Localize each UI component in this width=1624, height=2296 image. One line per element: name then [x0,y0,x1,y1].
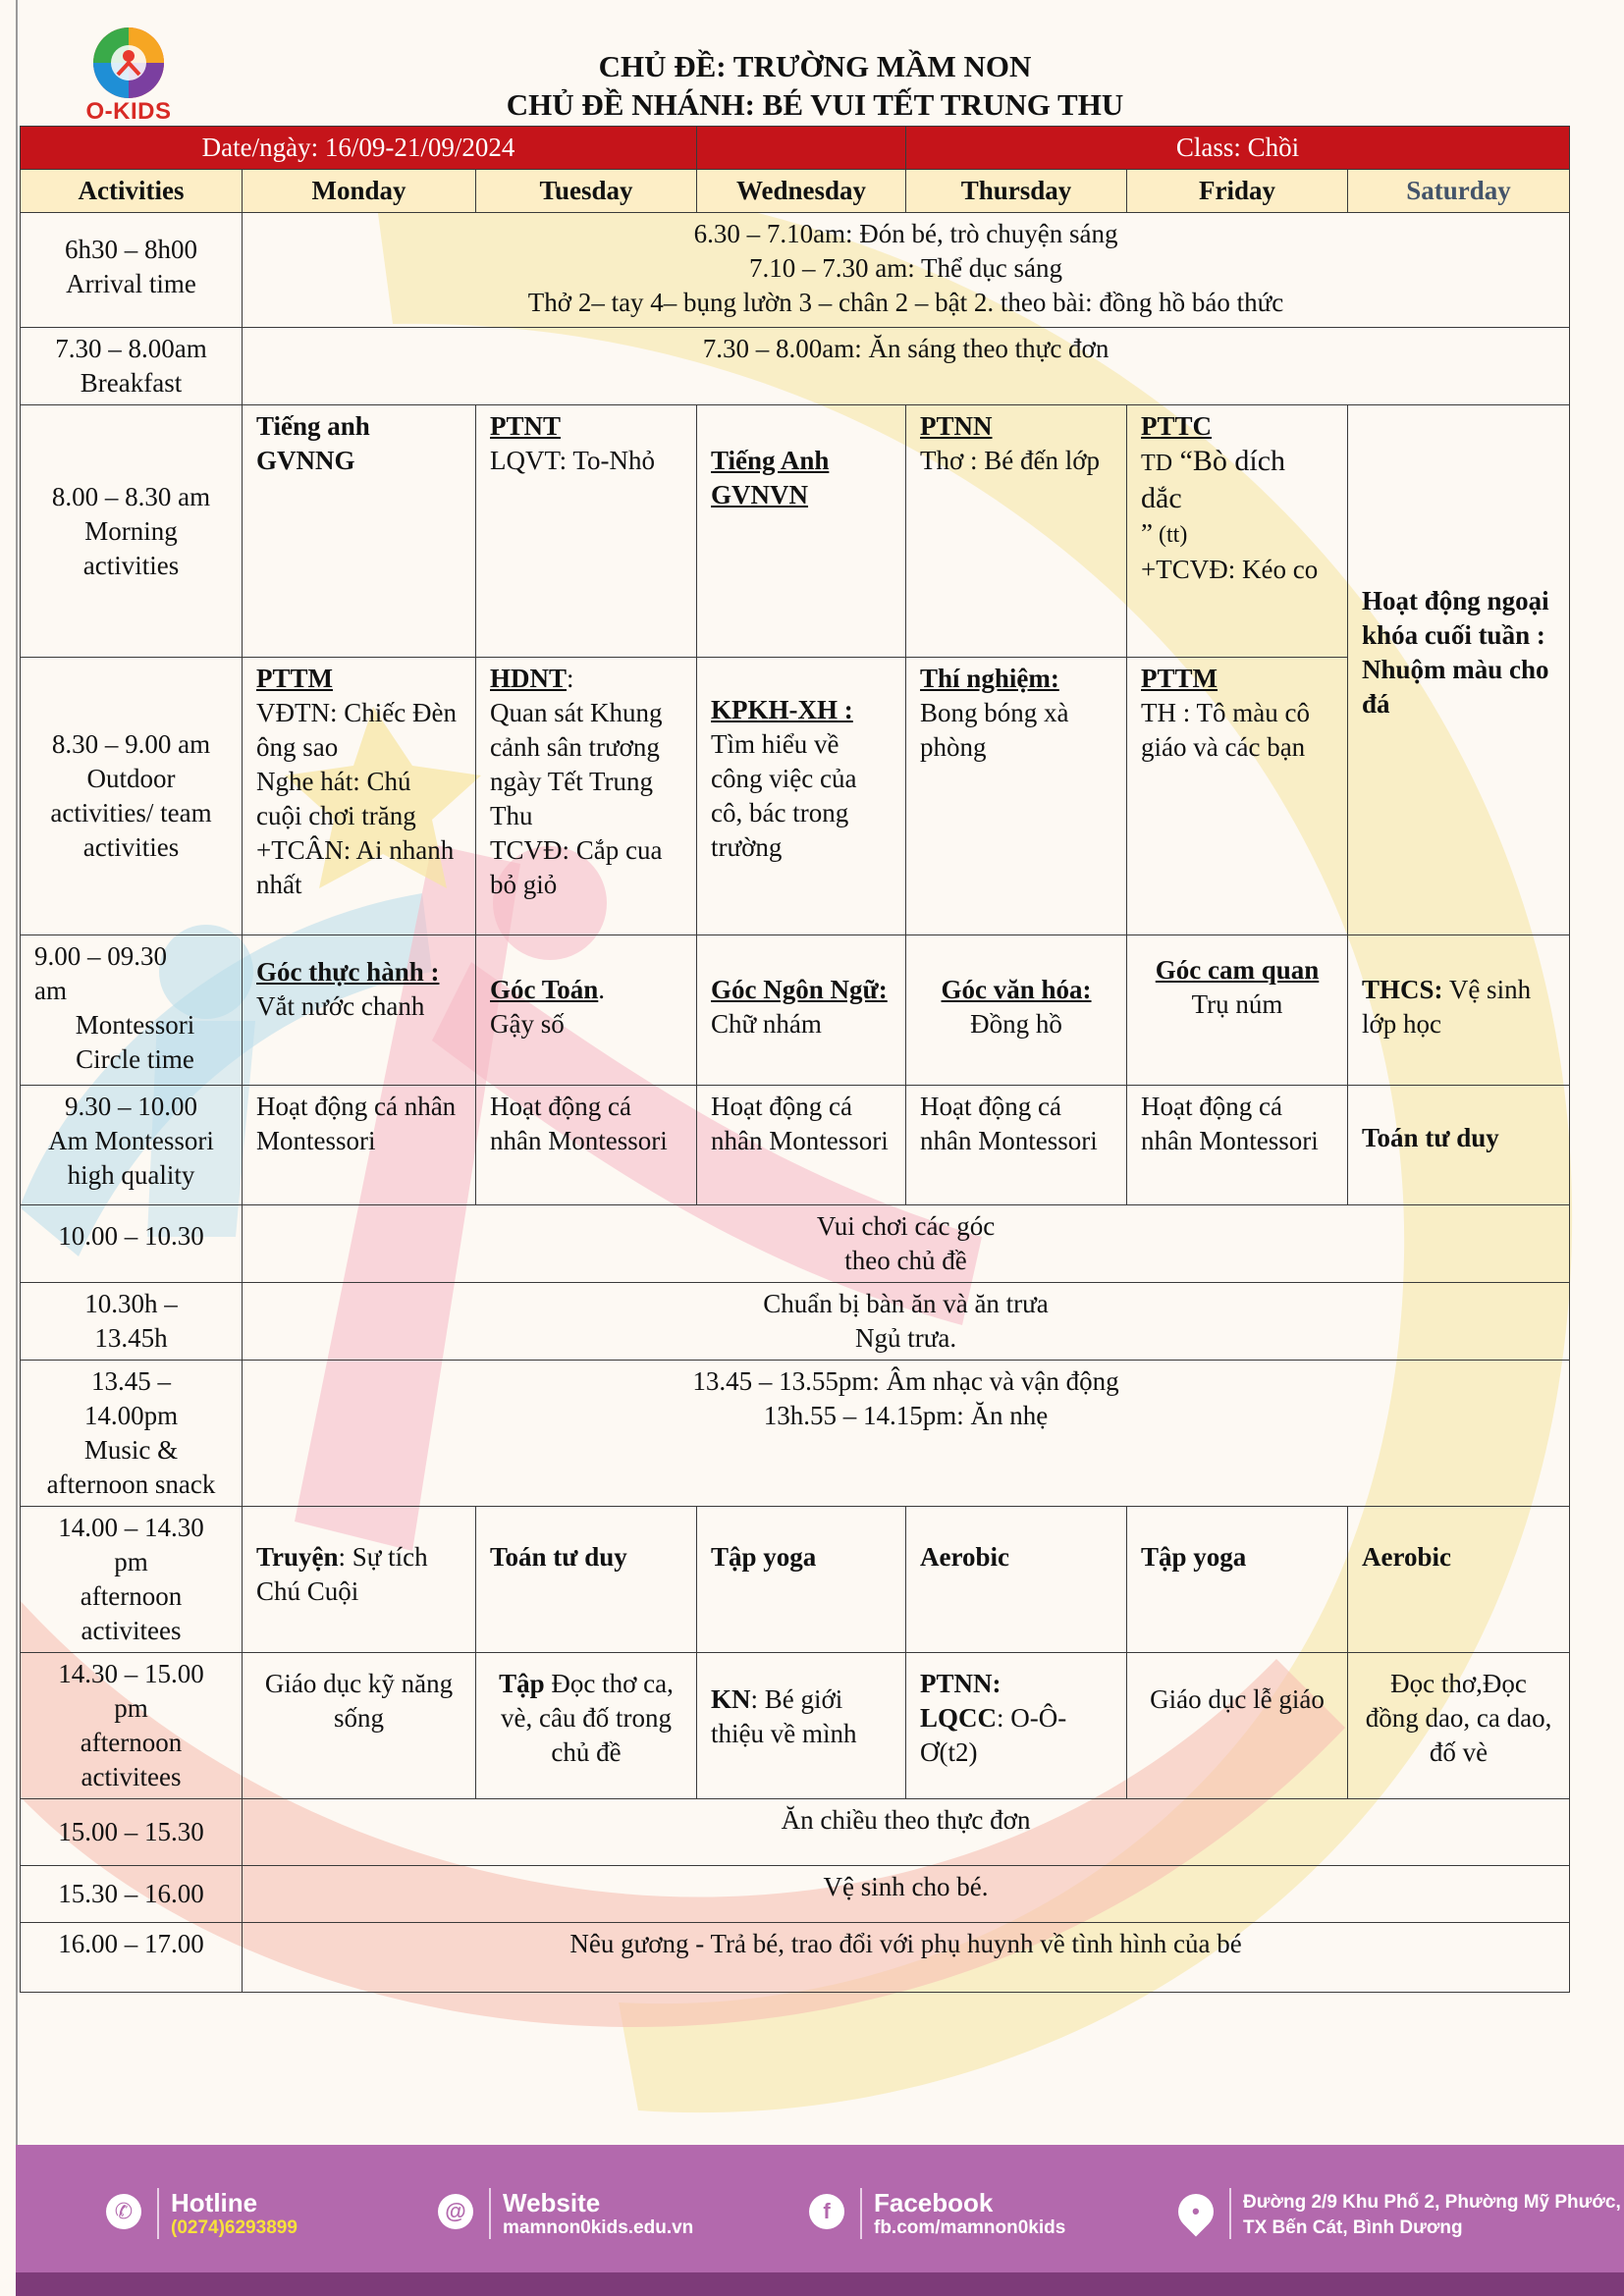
facebook-icon: f [809,2194,844,2229]
outdoor-thursday: Thí nghiệm: Bong bóng xà phòng [906,658,1127,935]
table-row-snack [21,1799,1570,1866]
table-row-lunch [21,1283,1570,1361]
facebook-label: Facebook [874,2188,994,2217]
footer-separator [157,2188,159,2239]
table-row-morning [21,405,1570,658]
col-friday: Friday [1127,170,1348,213]
outdoor-monday: PTTM VĐTN: Chiếc Đèn ông sao Nghe hát: Chú cuội chơi trăng +TCÂN: Ai nhanh nhất [243,658,476,935]
col-saturday: Saturday [1348,170,1570,213]
outdoor-friday: PTTM TH : Tô màu cô giáo và các bạn [1127,658,1348,935]
montessori-wednesday: Hoạt động cá nhân Montessori [697,1086,906,1205]
table-row-circle-time [21,935,1570,1086]
phone-icon: ✆ [106,2194,141,2229]
afternoon2-monday: Giáo dục kỹ năng sống [243,1653,476,1799]
page-subtitle: CHỦ ĐỀ NHÁNH: BÉ VUI TẾT TRUNG THU [506,87,1124,122]
col-thursday: Thursday [906,170,1127,213]
page-left-rule [16,0,18,2145]
afternoon1-saturday: Aerobic [1348,1507,1570,1653]
table-row-outdoor [21,658,1570,935]
table-row-hygiene [21,1866,1570,1923]
time-cell: 10.30h – 13.45h [21,1283,243,1361]
footer-separator [489,2188,491,2239]
col-wednesday: Wednesday [697,170,906,213]
circle-thursday: Góc văn hóa: Đồng hồ [906,935,1127,1086]
circle-tuesday: Góc Toán. Gậy số [476,935,697,1086]
outdoor-tuesday: HDNT: Quan sát Khung cảnh sân trương ngày Tết Trung Thu TCVĐ: Cắp cua bỏ giỏ [476,658,697,935]
footer-separator [1229,2188,1231,2239]
circle-saturday: THCS: Vệ sinh lớp học [1348,935,1570,1086]
table-row-pickup [21,1923,1570,1993]
afternoon1-monday: Truyện: Sự tích Chú Cuội [243,1507,476,1653]
hygiene-content: Vệ sinh cho bé. [243,1866,1570,1923]
at-icon: @ [438,2194,473,2229]
footer-bottom-strip [16,2272,1624,2296]
breakfast-content: 7.30 – 8.00am: Ăn sáng theo thực đơn [243,328,1570,405]
pickup-content: Nêu gương - Trả bé, trao đổi với phụ huynh về tình hình của bé [243,1923,1570,1993]
header-row-days [21,170,1570,213]
montessori-thursday: Hoạt động cá nhân Montessori [906,1086,1127,1205]
header-row-date-class [21,127,1570,170]
afternoon2-thursday: PTNN: LQCC: O-Ô-Ơ(t2) [906,1653,1127,1799]
time-cell: 13.45 – 14.00pm Music & afternoon snack [21,1361,243,1507]
table-row-play [21,1205,1570,1283]
col-monday: Monday [243,170,476,213]
afternoon2-friday: Giáo dục lễ giáo [1127,1653,1348,1799]
facebook-value: fb.com/mamnon0kids [874,2217,1066,2238]
music-content: 13.45 – 13.55pm: Âm nhạc và vận động 13h.55 – 14.15pm: Ăn nhẹ [243,1361,1570,1507]
montessori-tuesday: Hoạt động cá nhân Montessori [476,1086,697,1205]
time-cell: 8.00 – 8.30 am Morning activities [21,405,243,658]
hotline-label: Hotline [171,2188,258,2217]
time-cell: 9.00 – 09.30 am Montessori Circle time [21,935,243,1086]
time-cell: 10.00 – 10.30 [21,1205,243,1283]
table-row-breakfast [21,328,1570,405]
circle-friday: Góc cam quan Trụ núm [1127,935,1348,1086]
table-row-afternoon-2 [21,1653,1570,1799]
outdoor-wednesday: KPKH-XH : Tìm hiểu về công việc của cô, bác trong trường [697,658,906,935]
circle-monday: Góc thực hành : Vắt nước chanh [243,935,476,1086]
weekly-schedule-table [20,126,1570,1993]
footer-separator [860,2188,862,2239]
time-cell: 16.00 – 17.00 [21,1923,243,1993]
website-label: Website [503,2188,601,2217]
time-cell: 9.30 – 10.00 Am Montessori high quality [21,1086,243,1205]
snack-content: Ăn chiều theo thực đơn [243,1799,1570,1866]
afternoon1-friday: Tập yoga [1127,1507,1348,1653]
table-row-arrival [21,213,1570,328]
montessori-saturday: Toán tư duy [1348,1086,1570,1205]
class-name: Class: Chồi [906,127,1570,170]
time-cell: 15.30 – 16.00 [21,1866,243,1923]
time-cell: 14.30 – 15.00 pm afternoon activitees [21,1653,243,1799]
table-row-afternoon-1 [21,1507,1570,1653]
afternoon2-tuesday: Tập Đọc thơ ca, vè, câu đố trong chủ đề [476,1653,697,1799]
col-tuesday: Tuesday [476,170,697,213]
date-range: Date/ngày: 16/09-21/09/2024 [21,127,697,170]
montessori-friday: Hoạt động cá nhân Montessori [1127,1086,1348,1205]
hotline-value: (0274)6293899 [171,2217,298,2238]
afternoon1-wednesday: Tập yoga [697,1507,906,1653]
morning-friday: PTTC TD “Bò dích dắc ” (tt) +TCVĐ: Kéo co [1127,405,1348,658]
play-content: Vui chơi các góc theo chủ đề [243,1205,1570,1283]
afternoon2-saturday: Đọc thơ,Đọc đồng dao, ca dao, đố vè [1348,1653,1570,1799]
saturday-extracurricular: Hoạt động ngoại khóa cuối tuần : Nhuộm màu cho đá [1348,405,1570,935]
time-cell: 6h30 – 8h00 Arrival time [21,213,243,328]
table-row-music [21,1361,1570,1507]
afternoon1-tuesday: Toán tư duy [476,1507,697,1653]
afternoon1-thursday: Aerobic [906,1507,1127,1653]
okids-logo [71,24,187,128]
morning-monday: Tiếng anh GVNNG [243,405,476,658]
logo-mark-icon [71,24,187,100]
col-activities: Activities [21,170,243,213]
time-cell: 15.00 – 15.30 [21,1799,243,1866]
circle-wednesday: Góc Ngôn Ngữ: Chữ nhám [697,935,906,1086]
morning-thursday: PTNN Thơ : Bé đến lớp [906,405,1127,658]
table-row-montessori [21,1086,1570,1205]
location-pin-icon: • [1171,2187,1221,2237]
address-text: Đường 2/9 Khu Phố 2, Phường Mỹ Phước, TX Bến Cát, Bình Dương [1243,2192,1621,2238]
website-value: mamnon0kids.edu.vn [503,2217,694,2238]
morning-wednesday: Tiếng Anh GVNVN [697,405,906,658]
time-cell: 8.30 – 9.00 am Outdoor activities/ team activities [21,658,243,935]
afternoon2-wednesday: KN: Bé giới thiệu về mình [697,1653,906,1799]
morning-tuesday: PTNT LQVT: To-Nhỏ [476,405,697,658]
time-cell: 14.00 – 14.30 pm afternoon activitees [21,1507,243,1653]
lunch-content: Chuẩn bị bàn ăn và ăn trưa Ngủ trưa. [243,1283,1570,1361]
page-title: CHỦ ĐỀ: TRƯỜNG MẦM NON [598,49,1032,83]
time-cell: 7.30 – 8.00am Breakfast [21,328,243,405]
footer-bar [16,2145,1624,2296]
logo-text: O-KIDS [85,98,172,125]
arrival-content: 6.30 – 7.10am: Đón bé, trò chuyện sáng 7.10 – 7.30 am: Thể dục sáng Thở 2– tay 4– bụng lườn 3 – chân 2 – bật 2. theo bài: đồng hồ báo thức [243,213,1570,328]
header-spacer [697,127,906,170]
montessori-monday: Hoạt động cá nhân Montessori [243,1086,476,1205]
